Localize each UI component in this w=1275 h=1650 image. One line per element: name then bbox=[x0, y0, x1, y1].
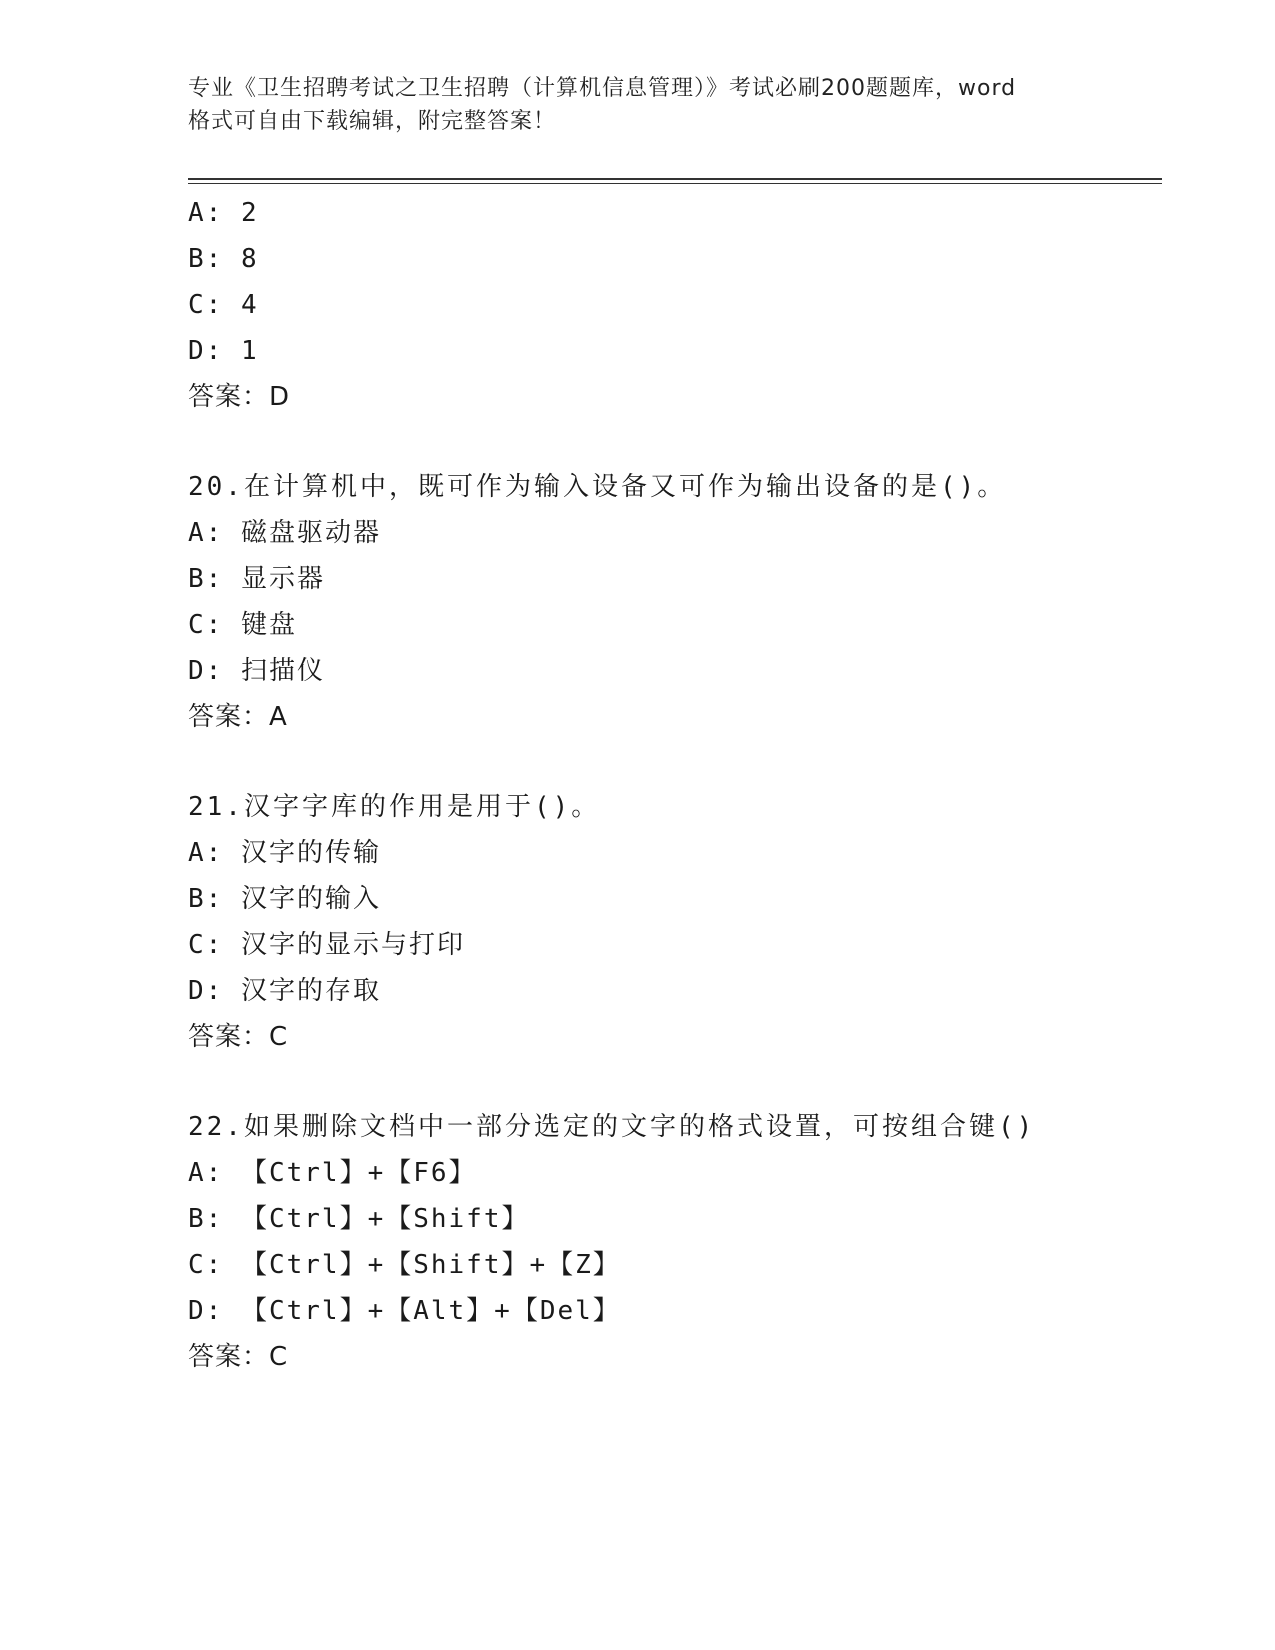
prev-question-block bbox=[188, 190, 1168, 420]
answer-line: 答案：A bbox=[188, 702, 288, 732]
question-title: 22.如果删除文档中一部分选定的文字的格式设置，可按组合键() bbox=[188, 1112, 1036, 1142]
question-title: 20.在计算机中，既可作为输入设备又可作为输出设备的是()。 bbox=[188, 472, 1007, 502]
header-divider-thin bbox=[188, 183, 1162, 184]
answer-line: 答案：C bbox=[188, 1342, 289, 1372]
header-line-2: 格式可自由下载编辑，附完整答案！ bbox=[188, 109, 557, 134]
answer-line: 答案：D bbox=[188, 382, 291, 412]
option-a: A: 汉字的传输 bbox=[188, 838, 381, 868]
option-d: D: 汉字的存取 bbox=[188, 976, 381, 1006]
question-block-22 bbox=[188, 1104, 1168, 1380]
option-a: A: 2 bbox=[188, 198, 259, 228]
option-b: B: 8 bbox=[188, 244, 259, 274]
option-d: D: 1 bbox=[188, 336, 259, 366]
question-block-20 bbox=[188, 464, 1168, 740]
option-a: A: 磁盘驱动器 bbox=[188, 518, 381, 548]
option-b: B: 显示器 bbox=[188, 564, 325, 594]
answer-line: 答案：C bbox=[188, 1022, 289, 1052]
spacer bbox=[188, 740, 1168, 784]
spacer bbox=[188, 1060, 1168, 1104]
option-d: D: 【Ctrl】+【Alt】+【Del】 bbox=[188, 1296, 621, 1326]
spacer bbox=[188, 420, 1168, 464]
option-b: B: 汉字的输入 bbox=[188, 884, 381, 914]
option-b: B: 【Ctrl】+【Shift】 bbox=[188, 1204, 530, 1234]
question-block-21 bbox=[188, 784, 1168, 1060]
document-header bbox=[188, 72, 1093, 138]
option-c: C: 【Ctrl】+【Shift】+【Z】 bbox=[188, 1250, 621, 1280]
option-a: A: 【Ctrl】+【F6】 bbox=[188, 1158, 477, 1188]
option-c: C: 键盘 bbox=[188, 610, 297, 640]
header-line-1: 专业《卫生招聘考试之卫生招聘（计算机信息管理）》考试必刷200题题库，word bbox=[188, 76, 1017, 101]
option-c: C: 汉字的显示与打印 bbox=[188, 930, 465, 960]
option-d: D: 扫描仪 bbox=[188, 656, 325, 686]
header-divider-thick bbox=[188, 178, 1162, 180]
question-title: 21.汉字字库的作用是用于()。 bbox=[188, 792, 601, 822]
question-list bbox=[188, 190, 1168, 1380]
option-c: C: 4 bbox=[188, 290, 259, 320]
